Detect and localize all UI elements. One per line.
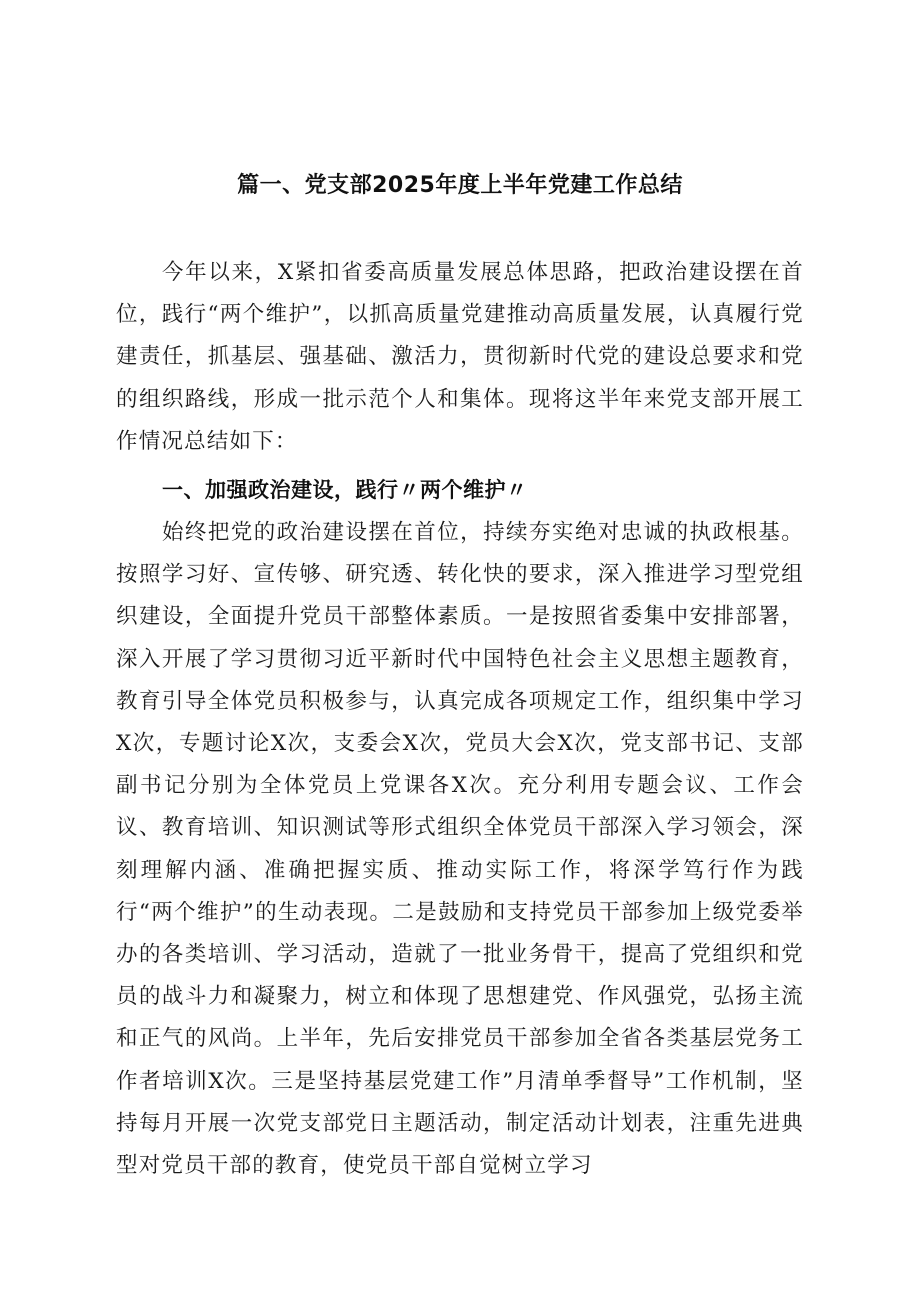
intro-paragraph: 今年以来，X紧扣省委高质量发展总体思路，把政治建设摆在首位，践行“两个维护”，以抓高质量党建推动高质量发展，认真履行党建责任，抓基层、强基础、激活力，贯彻新时代党的建设总要求和党的组织路线，形成一批示范个人和集体。现将这半年来党支部开展工作情况总结如下：	[116, 260, 804, 454]
section-heading: 一、加强政治建设，践行〃两个维护〃	[162, 478, 528, 502]
document-title: 篇一、党支部2025年度上半年党建工作总结	[237, 173, 683, 198]
section-paragraph: 始终把党的政治建设摆在首位，持续夯实绝对忠诚的执政根基。按照学习好、宣传够、研究透、转化快的要求，深入推进学习型党组织建设，全面提升党员干部整体素质。一是按照省委集中安排部署，深入开展了学习贯彻习近平新时代中国特色社会主义思想主题教育，教育引导全体党员积极参与，认真完成各项规定工作，组织集中学习X次，专题讨论X次，支委会X次，党员大会X次，党支部书记、支部副书记分别为全体党员上党课各X次。充分利用专题会议、工作会议、教育培训、知识测试等形式组织全体党员干部深入学习领会，深刻理解内涵、准确把握实质、推动实际工作，将深学笃行作为践行“两个维护”的生动表现。二是鼓励和支持党员干部参加上级党委举办的各类培训、学习活动，造就了一批业务骨干，提高了党组织和党员的战斗力和凝聚力，树立和体现了思想建党、作风强党，弘扬主流和正气的风尚。上半年，先后安排党员干部参加全省各类基层党务工作者培训X次。三是坚持基层党建工作”月清单季督导”工作机制，坚持每月开展一次党支部党日主题活动，制定活动计划表，注重先进典型对党员干部的教育，使党员干部自觉树立学习	[116, 520, 804, 1179]
